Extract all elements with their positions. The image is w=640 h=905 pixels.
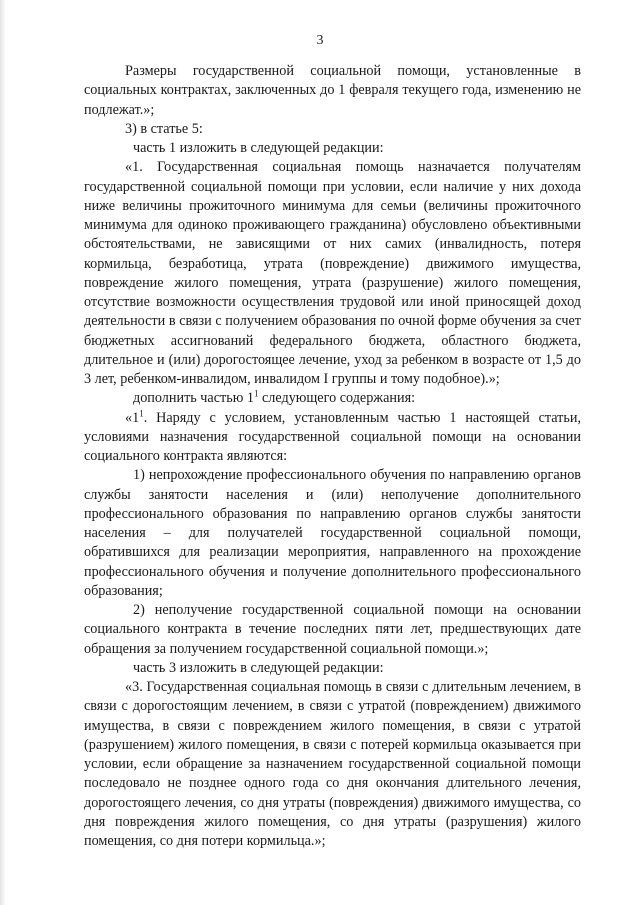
text-run: дополнить частью 1 — [133, 390, 254, 407]
superscript: 1 — [253, 388, 259, 399]
text-run: . Наряду с условием, установленным частью 1 настоящей статьи, условиями назначения государственной социальной помощи на основании социального контракта являются: — [84, 409, 581, 464]
superscript: 1 — [139, 407, 144, 418]
paragraph-condition-2: 2) неполучение государственной социальной помощи на основании социального контракта в течение последних пяти лет, предшествующих дате обращения за получением государственной социальной помощи.»; — [84, 602, 581, 657]
page-number: 3 — [316, 33, 324, 48]
text-run: следующего содержания: — [258, 390, 416, 407]
paragraph-add-part-1-1 — [84, 389, 581, 408]
paragraph-part-1-intro: часть 1 изложить в следующей редакции: — [133, 140, 384, 156]
text-run: «1 — [125, 409, 140, 426]
paragraph-amounts-not-changed: Размеры государственной социальной помощи, установленные в социальных контрактах, заключенных до 1 февраля текущего года, изменению не подлежат.»; — [84, 63, 581, 118]
paragraph-part-1-1-text — [84, 409, 581, 467]
paragraph-part-1-text: «1. Государственная социальная помощь назначается получателям государственной социальной помощи при условии, если наличие у них дохода ниже величины прожиточного минимума для семьи (величины прожиточного минимума для одиноко проживающего гражданина) обусловлено объективными обстоятельствами, не зависящими от них самих (инвалидность, потеря кормильца, безработица, утрата (повреждение) движимого имущества, повреждение жилого помещения, утрата (разрушение) жилого помещения, отсутствие возможности осуществления трудовой или иной приносящей доход деятельности в связи с получением образования по очной форме обучения за счет бюджетных ассигнований федерального бюджета, областного бюджета, длительное и (или) дорогостоящее лечение, уход за ребенком в возрасте от 1,5 до 3 лет, ребенком-инвалидом, инвалидом I группы и тому подобное).»; — [84, 159, 581, 387]
paragraph-part-3-intro: часть 3 изложить в следующей редакции: — [133, 659, 384, 676]
paragraph-condition-1: 1) непрохождение профессионального обучения по направлению органов службы занятости населения и (или) неполучение дополнительного профессионального образования по направлению органов службы занятости населения – для получателей государственной социальной помощи, обратившихся для реализации мероприятия, направленного на прохождение профессионального обучения и получение дополнительного профессионального образования; — [84, 467, 581, 599]
scan-edge — [0, 0, 6, 905]
document-body — [84, 62, 581, 851]
paragraph-part-3-text: «3. Государственная социальная помощь в связи с длительным лечением, в связи с дорогостоящим лечением, в связи с утратой (повреждением) движимого имущества, в связи с повреждением жилого помещения, в связи с утратой (разрушением) жилого помещения, в связи с потерей кормильца оказывается при условии, если обращение за назначением государственной социальной помощи последовало не позднее одного года со дня окончания длительного лечения, дорогостоящего лечения, со дня утраты (повреждения) движимого имущества, со дня повреждения жилого помещения, со дня утраты (разрушения) жилого помещения, со дня потери кормильца.»; — [84, 679, 581, 849]
paragraph-article-5: 3) в статье 5: — [125, 120, 203, 137]
